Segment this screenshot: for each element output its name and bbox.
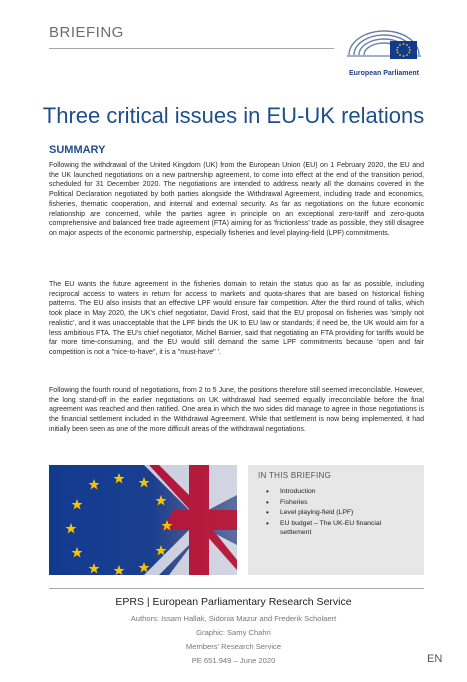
language-code: EN: [427, 653, 443, 665]
authors-line: Authors: Issam Hallak, Sidonia Mazur and Frederik Scholaert: [130, 614, 337, 623]
eu-uk-flags-image: [49, 465, 237, 575]
eprs-line: EPRS | European Parliamentary Research Service: [115, 596, 352, 608]
summary-paragraph-3: Following the fourth round of negotiations, from 2 to 5 June, the positions therefore still seemed irreconcilable. However, the long stand-off in the earlier negotiations on UK withdrawal had seemed equally irreconcilable before the final agreement was reached and then ratified. One area in which the two sides did manage to agree in those negotiations is the financial settlement included in the Withdrawal Agreement. While that settlement is now being implemented, it had initially been seen as one of the more difficult areas of the withdrawal negotiations.: [49, 387, 424, 433]
logo-text: European Parliament: [348, 70, 420, 77]
contents-item-lpf[interactable]: • Level playing-field (LPF): [258, 508, 414, 518]
summary-heading: SUMMARY: [49, 144, 106, 156]
members-service: Members' Research Service: [185, 642, 282, 651]
briefing-contents-list: [258, 487, 414, 538]
footer-divider: [49, 588, 424, 589]
briefing-box-heading: IN THIS BRIEFING: [258, 471, 332, 480]
page-title: Three critical issues in EU-UK relations: [42, 103, 425, 128]
contents-item-introduction[interactable]: • Introduction: [258, 487, 414, 497]
summary-paragraph-2: The EU wants the future agreement in the fisheries domain to retain the status quo as far as possible, including reciprocal access to waters in return for access to markets and quota-shares that are based on historical fishing patterns. The EU also insists that an effective LPF would ensure fair competition. After the third round of talks, which took place in May 2020, the UK's chief negotiator, David Frost, said that the EU proposal on fisheries was 'simply not realistic', and it was unacceptable that the LPF binds the UK to EU law or standards; if need be, the UK would aim for a less ambitious FTA. The EU's chief negotiator, Michel Barnier, said that negotiating an FTA providing for tariffs would be far more time-consuming, and the EU would still demand the same LPF commitments because 'open and fair competition is not a "nice-to-have", it is a "must-have" '.: [49, 281, 424, 356]
header-divider: [49, 48, 334, 49]
contents-item-fisheries[interactable]: • Fisheries: [258, 498, 414, 508]
contents-item-eu-budget[interactable]: • EU budget – The UK-EU financial settlement: [258, 519, 414, 538]
summary-paragraph-1: Following the withdrawal of the United Kingdom (UK) from the European Union (EU) on 1 February 2020, the EU and the UK launched negotiations on a new partnership agreement, to come into effect at the end of the transition period, scheduled for 31 December 2020. The negotiations are intended to address nearly all the domains covered in the Political Declaration negotiated by both parties alongside the Withdrawal Agreement, including trade and economics, fisheries, thematic cooperation, and internal and external security. As far as negotiations on the future economic relationship are concerned, while the parties agree in principle on an exceptional zero-tariff and zero-quota comprehensive and balanced free trade agreement (FTA) aiming for as 'frictionless' trade as possible, they still disagree on major aspects of the economic partnership, especially fisheries and level playing-field (LPF) commitments.: [49, 162, 424, 237]
briefing-tag: BRIEFING: [49, 24, 124, 41]
graphic-credit: Graphic: Samy Chahri: [196, 628, 271, 637]
pe-number: PE 651.949 – June 2020: [191, 656, 276, 665]
in-this-briefing-box: [248, 465, 424, 575]
